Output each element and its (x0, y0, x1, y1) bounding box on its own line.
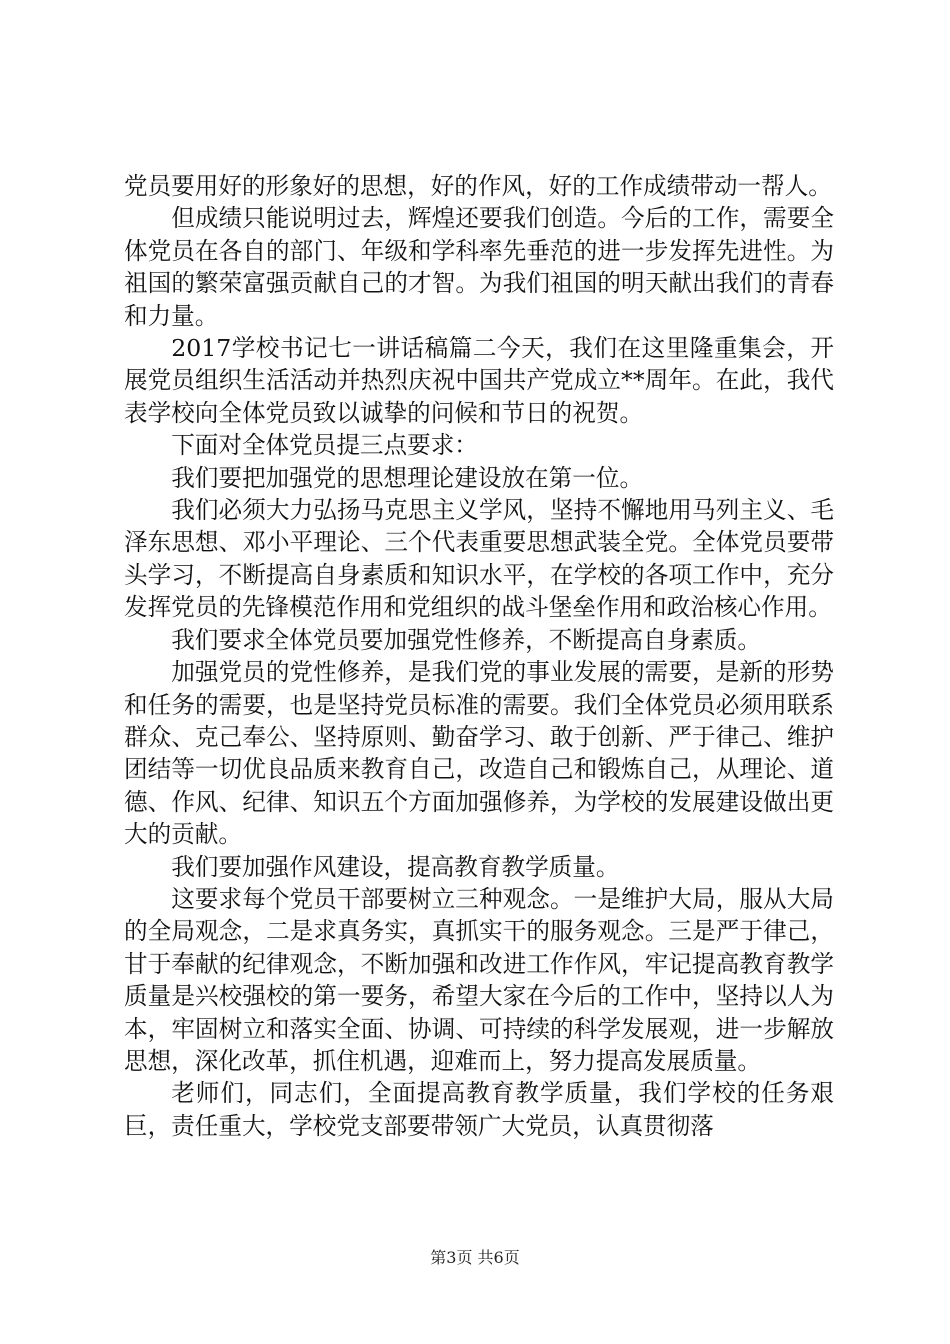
page-footer (0, 1248, 950, 1268)
paragraph-2: 但成绩只能说明过去，辉煌还要我们创造。今后的工作，需要全体党员在各自的部门、年级和学科率先垂范的进一步发挥先进性。为祖国的繁荣富强贡献自己的才智。为我们祖国的明天献出我们的青春和力量。 (124, 204, 834, 330)
paragraph-8: 加强党员的党性修养，是我们党的事业发展的需要，是新的形势和任务的需要，也是坚持党员标准的需要。我们全体党员必须用联系群众、克己奉公、坚持原则、勤奋学习、敢于创新、严于律己、维护团结等一切优良品质来教育自己，改造自己和锻炼自己，从理论、道德、作风、纪律、知识五个方面加强修养，为学校的发展建设做出更大的贡献。 (124, 658, 834, 849)
page-number-label: 第3页 共6页 (430, 1248, 520, 1267)
paragraph-11: 老师们，同志们，全面提高教育教学质量，我们学校的任务艰巨，责任重大，学校党支部要带领广大党员，认真贯彻落 (124, 1079, 834, 1140)
paragraph-3: 2017学校书记七一讲话稿篇二今天，我们在这里隆重集会，开展党员组织生活活动并热烈庆祝中国共产党成立**周年。在此，我代表学校向全体党员致以诚挚的问候和节日的祝贺。 (124, 334, 834, 427)
paragraph-5: 我们要把加强党的思想理论建设放在第一位。 (171, 463, 644, 492)
paragraph-7: 我们要求全体党员要加强党性修养，不断提高自身素质。 (171, 625, 762, 654)
document-body (124, 170, 834, 1142)
paragraph-6: 我们必须大力弘扬马克思主义学风，坚持不懈地用马列主义、毛泽东思想、邓小平理论、三个代表重要思想武装全党。全体党员要带头学习，不断提高自身素质和知识水平，在学校的各项工作中，充分发挥党员的先锋模范作用和党组织的战斗堡垒作用和政治核心作用。 (124, 496, 834, 622)
paragraph-9: 我们要加强作风建设，提高教育教学质量。 (171, 852, 620, 881)
paragraph-4: 下面对全体党员提三点要求： (171, 431, 478, 460)
paragraph-1: 党员要用好的形象好的思想，好的作风，好的工作成绩带动一帮人。 (124, 172, 832, 200)
paragraph-10: 这要求每个党员干部要树立三种观念。一是维护大局，服从大局的全局观念，二是求真务实，真抓实干的服务观念。三是严于律己，甘于奉献的纪律观念，不断加强和改进工作作风，牢记提高教育教学质量是兴校强校的第一要务，希望大家在今后的工作中，坚持以人为本，牢固树立和落实全面、协调、可持续的科学发展观，进一步解放思想，深化改革，抓住机遇，迎难而上，努力提高发展质量。 (124, 884, 834, 1075)
